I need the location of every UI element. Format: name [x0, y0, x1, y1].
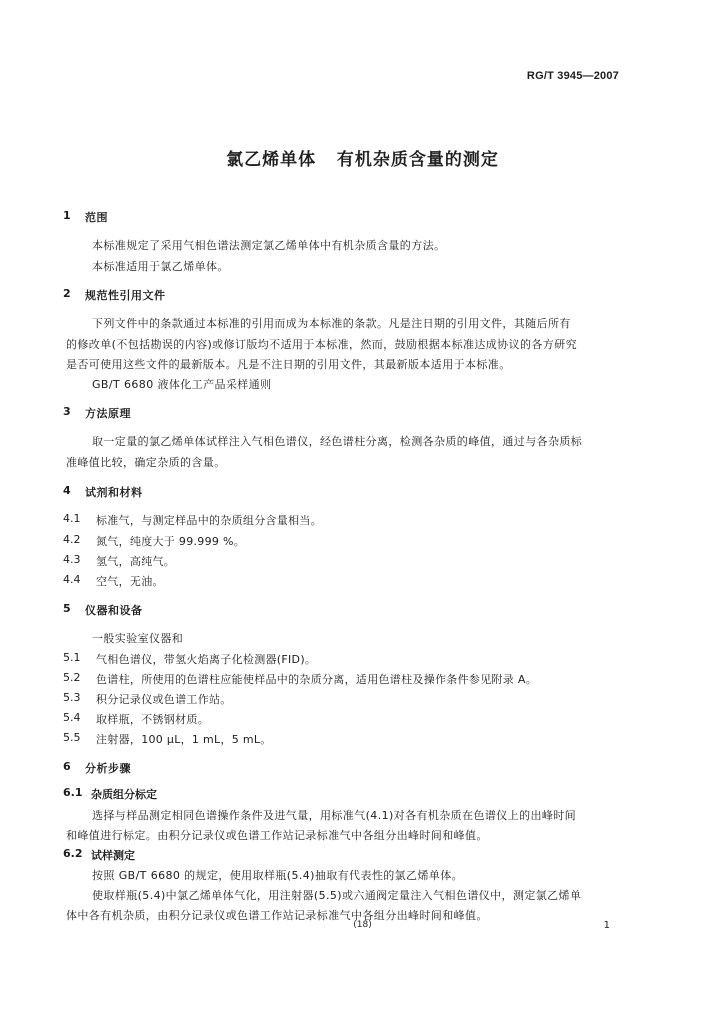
- clause-text: 氮气，纯度大于 99.999 %。: [96, 535, 246, 548]
- section-6-number: 6: [63, 760, 71, 773]
- subsection-number: 6.2: [63, 847, 83, 860]
- clause-number: 5.2: [63, 671, 81, 684]
- section-5-title: 仪器和设备: [85, 604, 143, 617]
- section-3-title: 方法原理: [85, 407, 131, 420]
- paragraph-line: 使取样瓶(5.4)中氯乙烯单体气化，用注射器(5.5)或六通阀定量注入气相色谱仪中，测定氯乙烯单: [92, 889, 582, 902]
- paragraph-line: 准峰值比较，确定杂质的含量。: [66, 456, 226, 469]
- section-2-number: 2: [63, 287, 71, 300]
- paragraph-line: 的修改单(不包括勘误的内容)或修订版均不适用于本标准，然而，鼓励根据本标准达成协议的各方研究: [66, 338, 577, 351]
- paragraph-line: 体中各有机杂质，由积分记录仪或色谱工作站记录标准气中各组分出峰时间和峰值。: [66, 909, 488, 922]
- section-5-number: 5: [63, 602, 71, 615]
- subsection-title: 试样测定: [91, 849, 135, 862]
- page-number: 1: [603, 920, 610, 931]
- paragraph: 本标准规定了采用气相色谱法测定氯乙烯单体中有机杂质含量的方法。: [92, 239, 446, 252]
- clause-text: 氢气，高纯气。: [96, 555, 176, 568]
- paragraph-line: 是否可使用这些文件的最新版本。凡是不注日期的引用文件，其最新版本适用于本标准。: [66, 358, 511, 371]
- footer-sequence-number: (18): [353, 920, 372, 930]
- clause-text: 取样瓶，不锈钢材质。: [96, 713, 209, 726]
- clause-text: 气相色谱仪，带氢火焰离子化检测器(FID)。: [96, 653, 317, 666]
- clause-text: 积分记录仪或色谱工作站。: [96, 693, 232, 706]
- section-2-title: 规范性引用文件: [85, 289, 166, 302]
- normative-reference: GB/T 6680 液体化工产品采样通则: [92, 378, 272, 391]
- clause-number: 4.3: [63, 553, 81, 566]
- clause-text: 色谱柱，所使用的色谱柱应能使样品中的杂质分离，适用色谱柱及操作条件参见附录 A。: [96, 673, 538, 686]
- paragraph: 本标准适用于氯乙烯单体。: [92, 260, 229, 273]
- paragraph-line: 下列文件中的条款通过本标准的引用而成为本标准的条款。凡是注日期的引用文件，其随后所有: [92, 317, 571, 330]
- subsection-title: 杂质组分标定: [91, 788, 157, 801]
- clause-text: 标准气，与测定样品中的杂质组分含量相当。: [96, 514, 322, 527]
- paragraph-line: 和峰值进行标定。由积分记录仪或色谱工作站记录标准气中各组分出峰时间和峰值。: [66, 829, 488, 842]
- section-1-title: 范围: [85, 211, 108, 224]
- paragraph: 一般实验室仪器和: [92, 632, 184, 645]
- document-title: 氯乙烯单体 有机杂质含量的测定: [226, 150, 499, 170]
- clause-number: 4.2: [63, 533, 81, 546]
- paragraph-line: 取一定量的氯乙烯单体试样注入气相色谱仪，经色谱柱分离，检测各杂质的峰值，通过与各杂质标: [92, 435, 583, 448]
- section-4-title: 试剂和材料: [85, 486, 143, 499]
- subsection-number: 6.1: [63, 786, 83, 799]
- clause-number: 5.4: [63, 711, 81, 724]
- clause-number: 4.4: [63, 573, 81, 586]
- paragraph-line: 按照 GB/T 6680 的规定，使用取样瓶(5.4)抽取有代表性的氯乙烯单体。: [92, 869, 464, 882]
- clause-number: 4.1: [63, 512, 81, 525]
- section-4-number: 4: [63, 484, 71, 497]
- clause-number: 5.5: [63, 731, 81, 744]
- paragraph-line: 选择与样品测定相同色谱操作条件及进气量，用标准气(4.1)对各有机杂质在色谱仪上的出峰时间: [92, 809, 577, 822]
- clause-text: 空气，无油。: [96, 575, 164, 588]
- clause-number: 5.1: [63, 651, 81, 664]
- section-6-title: 分析步骤: [85, 762, 131, 775]
- standard-number: RG/T 3945—2007: [526, 70, 619, 82]
- section-3-number: 3: [63, 405, 71, 418]
- section-1-number: 1: [63, 209, 71, 222]
- clause-number: 5.3: [63, 691, 81, 704]
- clause-text: 注射器，100 μL，1 mL，5 mL。: [96, 733, 272, 746]
